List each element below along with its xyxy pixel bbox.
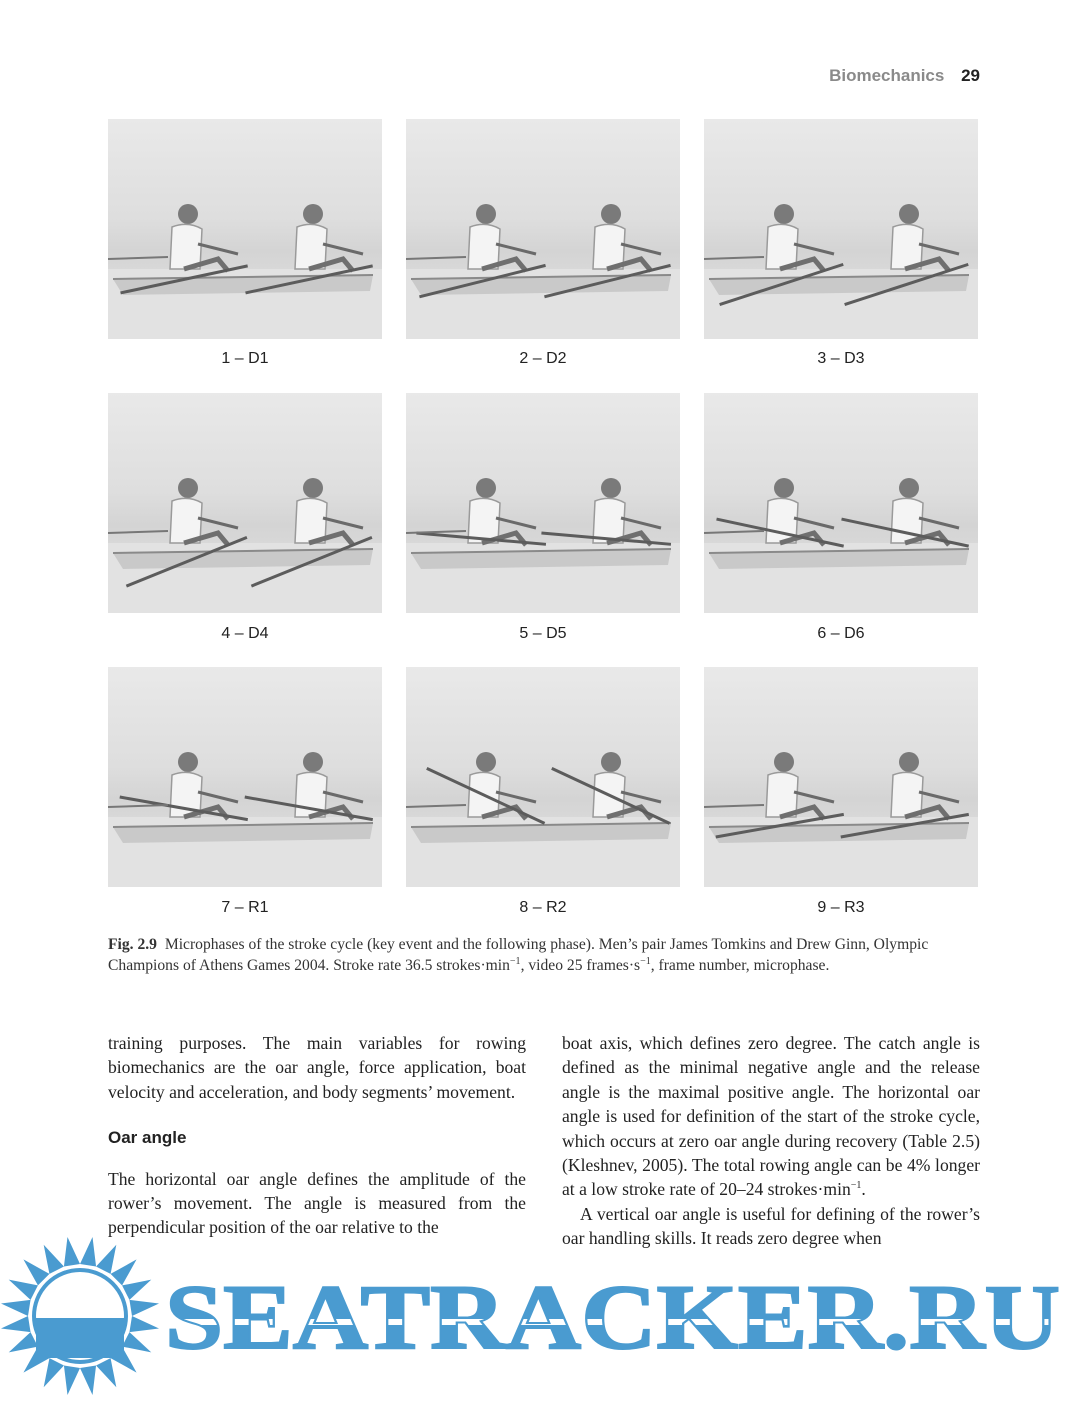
figure-label: Fig. 2.9	[108, 936, 157, 953]
figure-caption	[108, 934, 980, 976]
photo-label: 6 – D6	[817, 625, 865, 642]
right-paragraph-2: A vertical oar angle is useful for defining of the rower’s oar handling skills. It reads zero degree when	[562, 1203, 980, 1249]
rowing-scene-icon	[704, 119, 978, 339]
photo-label: 1 – D1	[221, 350, 269, 367]
photo-label: 2 – D2	[519, 350, 567, 367]
watermark	[0, 1236, 1080, 1404]
rowing-photo	[704, 393, 978, 613]
left-paragraph-1: training purposes. The main variables for rowing biomechanics are the oar angle, force application, boat velocity and acceleration, and body segments’ movement.	[108, 1033, 526, 1102]
right-paragraph-1-sup: −1	[850, 1180, 862, 1192]
photo-label: 9 – R3	[817, 899, 865, 916]
rowing-photo	[704, 119, 978, 339]
left-paragraph-2: The horizontal oar angle defines the amplitude of the rower’s movement. The angle is measured from the perpendicular position of the oar relative to the	[108, 1168, 526, 1238]
rowing-photo	[704, 667, 978, 887]
page-number: 29	[961, 66, 980, 85]
rowing-scene-icon	[704, 667, 978, 887]
running-head-title: Biomechanics	[829, 66, 945, 85]
right-paragraph-1	[562, 1031, 980, 1202]
section-heading-oar-angle: Oar angle	[108, 1128, 187, 1148]
right-paragraph-1-end: .	[861, 1179, 866, 1200]
rowing-scene-icon	[704, 393, 978, 613]
rowing-photo	[406, 119, 680, 339]
photo-label: 7 – R1	[221, 899, 269, 916]
rowing-photo	[108, 393, 382, 613]
rowing-scene-icon	[108, 393, 382, 613]
rowing-scene-icon	[406, 667, 680, 887]
rowing-photo	[108, 119, 382, 339]
right-paragraph-1-text: boat axis, which defines zero degree. The catch angle is defined as the minimal negative angle and the release angle is the maximal positive angle. The horizontal oar angle is used for definition of the start of the stroke cycle, which occurs at zero oar angle during recovery (Table 2.5) (Kleshnev, 2005). The total rowing angle can be 4% longer at a low stroke rate of 20–24 strokes·min	[562, 1033, 980, 1200]
watermark-text: SEATRACKER.RU	[165, 1266, 1060, 1368]
rowing-scene-icon	[108, 119, 382, 339]
photo-label: 8 – R2	[519, 899, 567, 916]
rowing-photo	[406, 393, 680, 613]
rowing-photo	[108, 667, 382, 887]
rowing-scene-icon	[406, 393, 680, 613]
sun-logo-icon	[1, 1237, 159, 1395]
caption-text-2: , video 25 frames·s	[520, 957, 641, 974]
photo-label: 3 – D3	[817, 350, 865, 367]
caption-sup-2: −1	[640, 955, 651, 967]
photo-label: 5 – D5	[519, 625, 567, 642]
photo-label: 4 – D4	[221, 625, 269, 642]
caption-sup-1: −1	[509, 955, 521, 967]
rowing-scene-icon	[108, 667, 382, 887]
caption-text-3: , frame number, microphase.	[650, 957, 830, 974]
left-column	[108, 1031, 526, 1240]
rowing-photo	[406, 667, 680, 887]
caption-text-1: Microphases of the stroke cycle (key event and the following phase). Men’s pair James Tomkins and Drew Ginn, Olympic Champions of Athens Games 2004. Stroke rate 36.5 strokes·min	[108, 936, 929, 974]
running-head	[829, 66, 980, 86]
right-column	[562, 1031, 980, 1251]
rowing-scene-icon	[406, 119, 680, 339]
